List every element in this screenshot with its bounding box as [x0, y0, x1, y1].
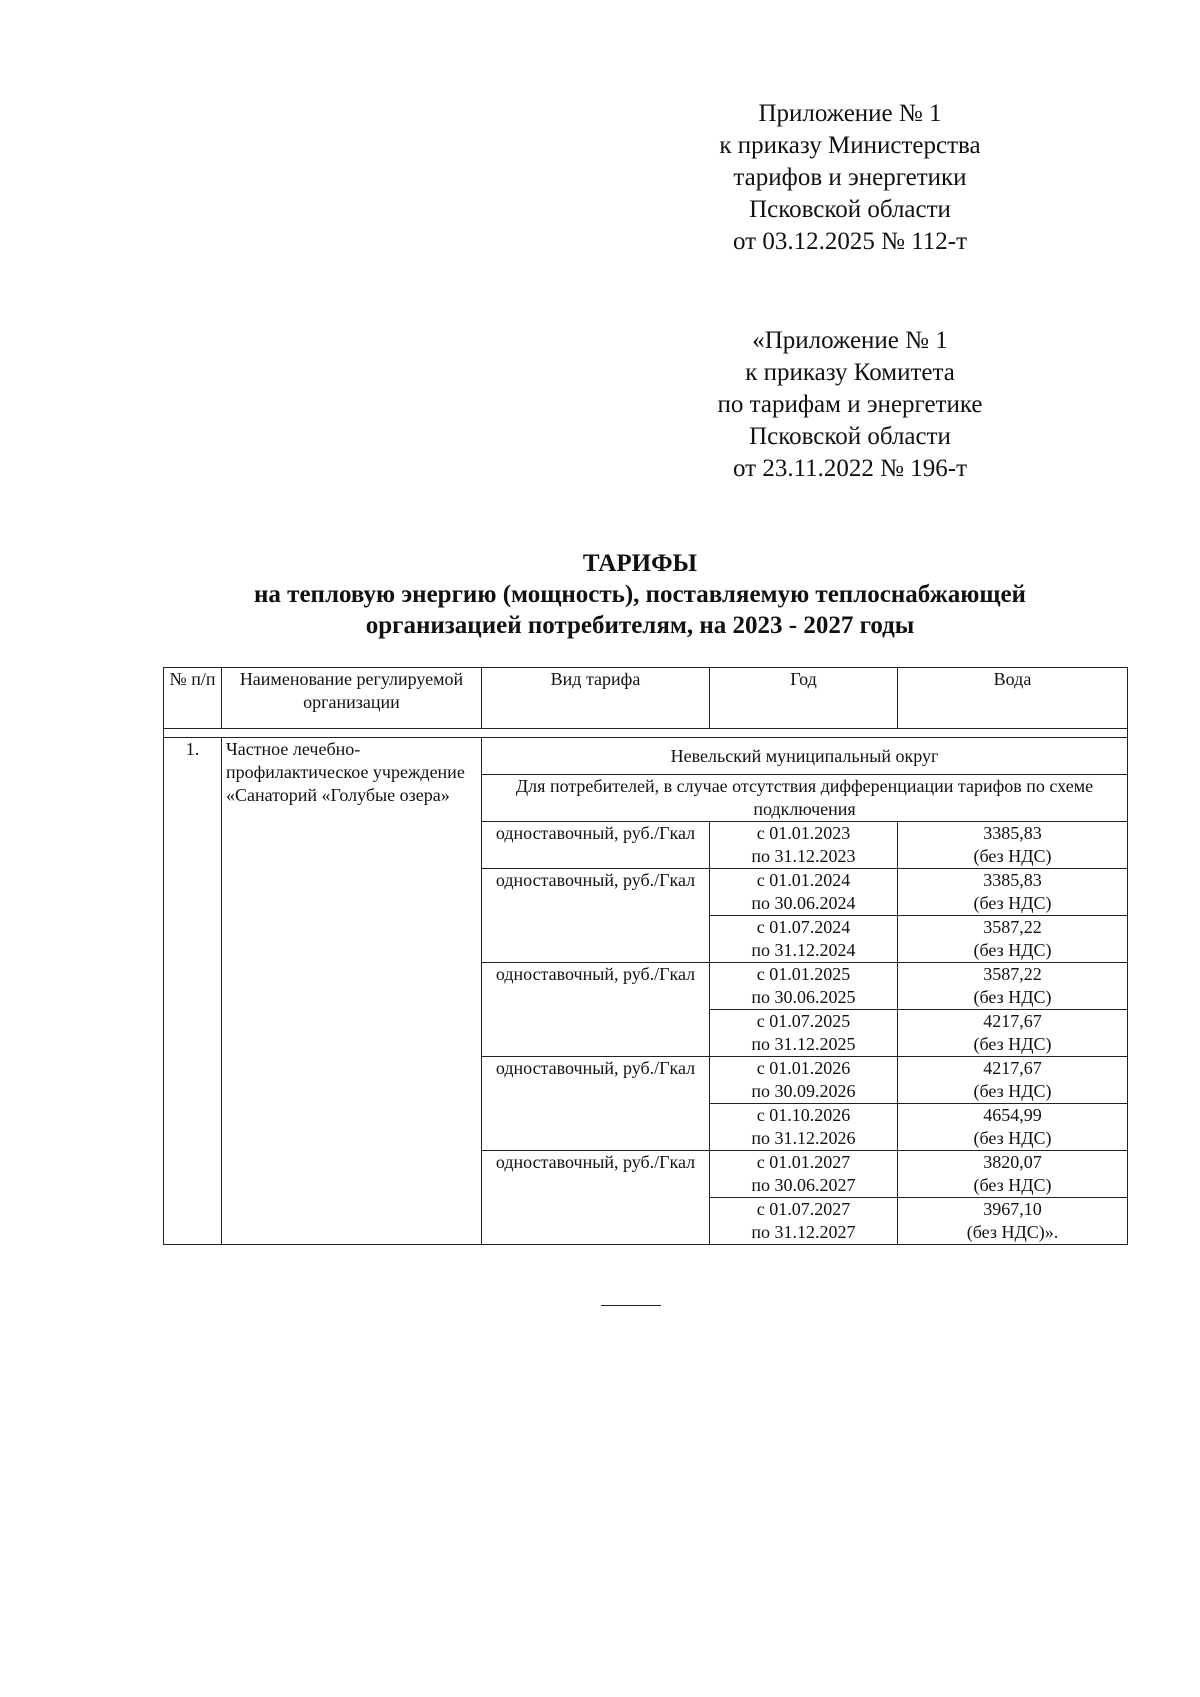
tariff-value-cell — [898, 1057, 1128, 1104]
period-cell — [710, 869, 898, 916]
vat-note: (без НДС) — [973, 1034, 1052, 1054]
period-from: с 01.01.2025 — [756, 964, 851, 984]
header-year: Год — [710, 668, 898, 729]
vat-note: (без НДС) — [973, 846, 1052, 866]
tariff-value-cell — [898, 1198, 1128, 1245]
table-gap — [164, 729, 1128, 738]
period-to: по 31.12.2024 — [751, 940, 856, 960]
period-to: по 30.06.2027 — [751, 1175, 856, 1195]
period-to: по 31.12.2025 — [751, 1034, 856, 1054]
period-from: с 01.07.2027 — [756, 1199, 851, 1219]
header-num: № п/п — [164, 668, 222, 729]
annex-line: Псковской области — [749, 196, 951, 223]
period-to: по 31.12.2027 — [751, 1222, 856, 1242]
period-cell — [710, 822, 898, 869]
tariff-value-cell — [898, 1010, 1128, 1057]
period-cell — [710, 1198, 898, 1245]
title-line: на тепловую энергию (мощность), поставляемую теплоснабжающей — [254, 581, 1026, 608]
tariff-value: 3587,22 — [983, 964, 1042, 984]
table-row — [164, 738, 1128, 775]
tariff-value: 3385,83 — [983, 870, 1042, 890]
annex-line: к приказу Министерства — [719, 132, 981, 159]
tariff-type: одноставочный, руб./Гкал — [482, 963, 710, 1057]
annex-line: от 03.12.2025 № 112-т — [732, 228, 968, 255]
period-to: по 31.12.2026 — [751, 1128, 856, 1148]
period-cell — [710, 1151, 898, 1198]
tariffs-table-body — [164, 668, 1128, 1245]
header-water: Вода — [898, 668, 1128, 729]
tariff-value-cell — [898, 916, 1128, 963]
table-gap-row — [164, 729, 1128, 738]
annex-line: Псковской области — [749, 423, 951, 450]
tariffs-table — [163, 667, 1128, 1245]
vat-note: (без НДС) — [973, 1081, 1052, 1101]
period-to: по 30.09.2026 — [751, 1081, 856, 1101]
annex-line: по тарифам и энергетике — [717, 391, 983, 418]
title-line: ТАРИФЫ — [582, 550, 698, 577]
table-header-row — [164, 668, 1128, 729]
period-from: с 01.07.2025 — [756, 1011, 851, 1031]
period-from: с 01.10.2026 — [756, 1105, 851, 1125]
period-to: по 30.06.2024 — [751, 893, 856, 913]
period-cell — [710, 1104, 898, 1151]
tariff-value: 3820,07 — [983, 1152, 1042, 1172]
period-to: по 31.12.2023 — [751, 846, 856, 866]
annex-line: от 23.11.2022 № 196-т — [732, 455, 968, 482]
period-cell — [710, 1057, 898, 1104]
header-type: Вид тарифа — [482, 668, 710, 729]
tariff-value: 3385,83 — [983, 823, 1042, 843]
tariff-type: одноставочный, руб./Гкал — [482, 822, 710, 869]
period-from: с 01.07.2024 — [756, 917, 851, 937]
vat-note: (без НДС)». — [966, 1222, 1059, 1242]
tariff-value: 3967,10 — [983, 1199, 1042, 1219]
annex-line: к приказу Комитета — [745, 359, 955, 386]
vat-note: (без НДС) — [973, 940, 1052, 960]
vat-note: (без НДС) — [973, 893, 1052, 913]
tariff-value: 4217,67 — [983, 1011, 1042, 1031]
tariff-value-cell — [898, 822, 1128, 869]
tariff-value-cell — [898, 963, 1128, 1010]
tariff-type: одноставочный, руб./Гкал — [482, 1057, 710, 1151]
end-separator — [601, 1305, 661, 1306]
document-title — [150, 548, 1130, 641]
tariff-value: 4654,99 — [983, 1105, 1042, 1125]
annex-line: Приложение № 1 — [758, 100, 942, 127]
period-cell — [710, 1010, 898, 1057]
row-num: 1. — [164, 738, 222, 1245]
tariff-value: 3587,22 — [983, 917, 1042, 937]
vat-note: (без НДС) — [973, 987, 1052, 1007]
title-line: организацией потребителям, на 2023 - 2027 годы — [365, 612, 915, 639]
header-org: Наименование регулируемой организации — [222, 668, 482, 729]
tariff-value-cell — [898, 869, 1128, 916]
consumers-note: Для потребителей, в случае отсутствия дифференциации тарифов по схеме подключения — [482, 775, 1128, 822]
period-from: с 01.01.2023 — [756, 823, 851, 843]
annex-previous — [640, 325, 1060, 485]
tariff-type: одноставочный, руб./Гкал — [482, 869, 710, 963]
tariff-value: 4217,67 — [983, 1058, 1042, 1078]
district-name: Невельский муниципальный округ — [482, 738, 1128, 775]
period-from: с 01.01.2027 — [756, 1152, 851, 1172]
period-to: по 30.06.2025 — [751, 987, 856, 1007]
vat-note: (без НДС) — [973, 1175, 1052, 1195]
period-cell — [710, 916, 898, 963]
annex-line: тарифов и энергетики — [733, 164, 967, 191]
tariff-type: одноставочный, руб./Гкал — [482, 1151, 710, 1245]
annex-line: «Приложение № 1 — [752, 327, 948, 354]
annex-current — [640, 98, 1060, 258]
org-name: Частное лечебно-профилактическое учреждение «Санаторий «Голубые озера» — [222, 738, 482, 1245]
period-cell — [710, 963, 898, 1010]
tariff-value-cell — [898, 1151, 1128, 1198]
vat-note: (без НДС) — [973, 1128, 1052, 1148]
tariff-value-cell — [898, 1104, 1128, 1151]
period-from: с 01.01.2024 — [756, 870, 851, 890]
period-from: с 01.01.2026 — [756, 1058, 851, 1078]
